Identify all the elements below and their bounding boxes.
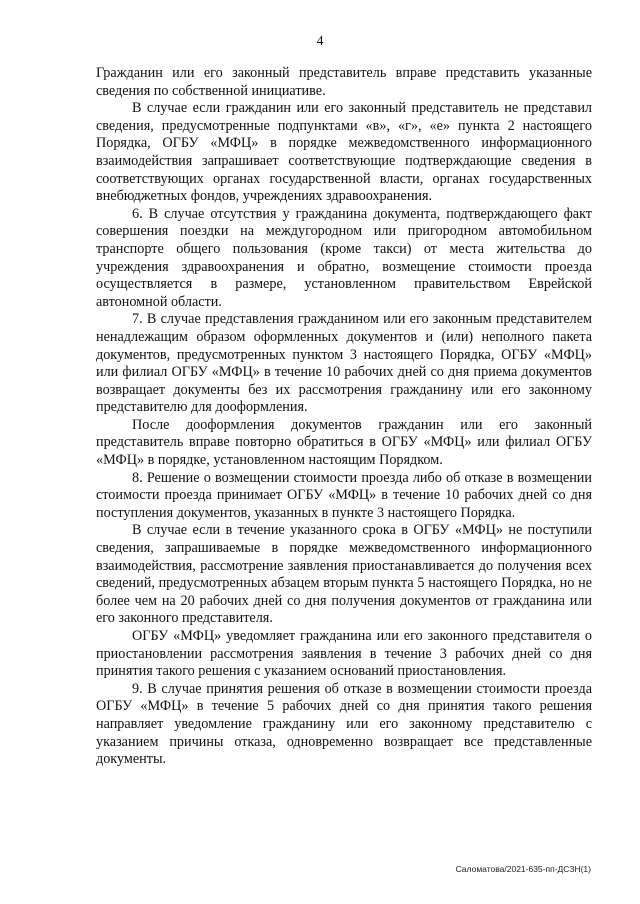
document-body	[96, 65, 592, 769]
paragraph-interagency-request: В случае если гражданин или его законный представитель не представил сведения, предусмотренные подпунктами «в», «г», «е» пункта 2 настоящего Порядка, ОГБУ «МФЦ» в порядке межведомственного информационного взаимодействия запрашивает соответствующие подтверждающие сведения в соответствующих органах государственной власти, органах государственных внебюджетных фондов, учреждениях здравоохранения.	[96, 100, 592, 205]
paragraph-initiative: Гражданин или его законный представитель вправе представить указанные сведения по собственной инициативе.	[96, 65, 592, 99]
paragraph-item-8: 8. Решение о возмещении стоимости проезда либо об отказе в возмещении стоимости проезда принимает ОГБУ «МФЦ» в течение 10 рабочих дней со дня поступления документов, указанных в пункте 3 настоящего Порядка.	[96, 469, 592, 521]
paragraph-item-6: 6. В случае отсутствия у гражданина документа, подтверждающего факт совершения поездки на междугородном или пригородном автомобильном транспорте общего пользования (кроме такси) от места жительства до учреждения здравоохранения и обратно, возмещение стоимости проезда осуществляется в размере, установленном правительством Еврейской автономной области.	[96, 205, 592, 310]
document-reference-code: Саломатова/2021-635-пп-ДСЗН(1)	[455, 864, 591, 874]
paragraph-item-9: 9. В случае принятия решения об отказе в возмещении стоимости проезда ОГБУ «МФЦ» в течение 5 рабочих дней со дня принятия такого решения направляет уведомление гражданину или его законному представителю с указанием причины отказа, одновременно возвращает все представленные документы.	[96, 680, 592, 768]
paragraph-reapply: После дооформления документов гражданин или его законный представитель вправе повторно обратиться в ОГБУ «МФЦ» или филиал ОГБУ «МФЦ» в порядке, установленном настоящим Порядком.	[96, 416, 592, 469]
paragraph-item-7: 7. В случае представления гражданином или его законным представителем ненадлежащим образом оформленных документов и (или) неполного пакета документов, предусмотренных пунктом 3 настоящего Порядка, ОГБУ «МФЦ» или филиал ОГБУ «МФЦ» в течение 10 рабочих дней со дня приема документов возвращает документы без их рассмотрения гражданину или его законному представителю для дооформления.	[96, 311, 592, 416]
page-number: 4	[316, 34, 324, 49]
paragraph-notification: ОГБУ «МФЦ» уведомляет гражданина или его законного представителя о приостановлении рассмотрения заявления в течение 3 рабочих дней со дня принятия такого решения с указанием оснований приостановления.	[96, 628, 592, 680]
paragraph-suspension: В случае если в течение указанного срока в ОГБУ «МФЦ» не поступили сведения, запрашиваемые в порядке межведомственного информационного взаимодействия, рассмотрение заявления приостанавливается до получения всех сведений, предусмотренных абзацем вторым пункта 5 настоящего Порядка, но не более чем на 20 рабочих дней со дня получения документов от гражданина или его законного представителя.	[96, 522, 592, 627]
